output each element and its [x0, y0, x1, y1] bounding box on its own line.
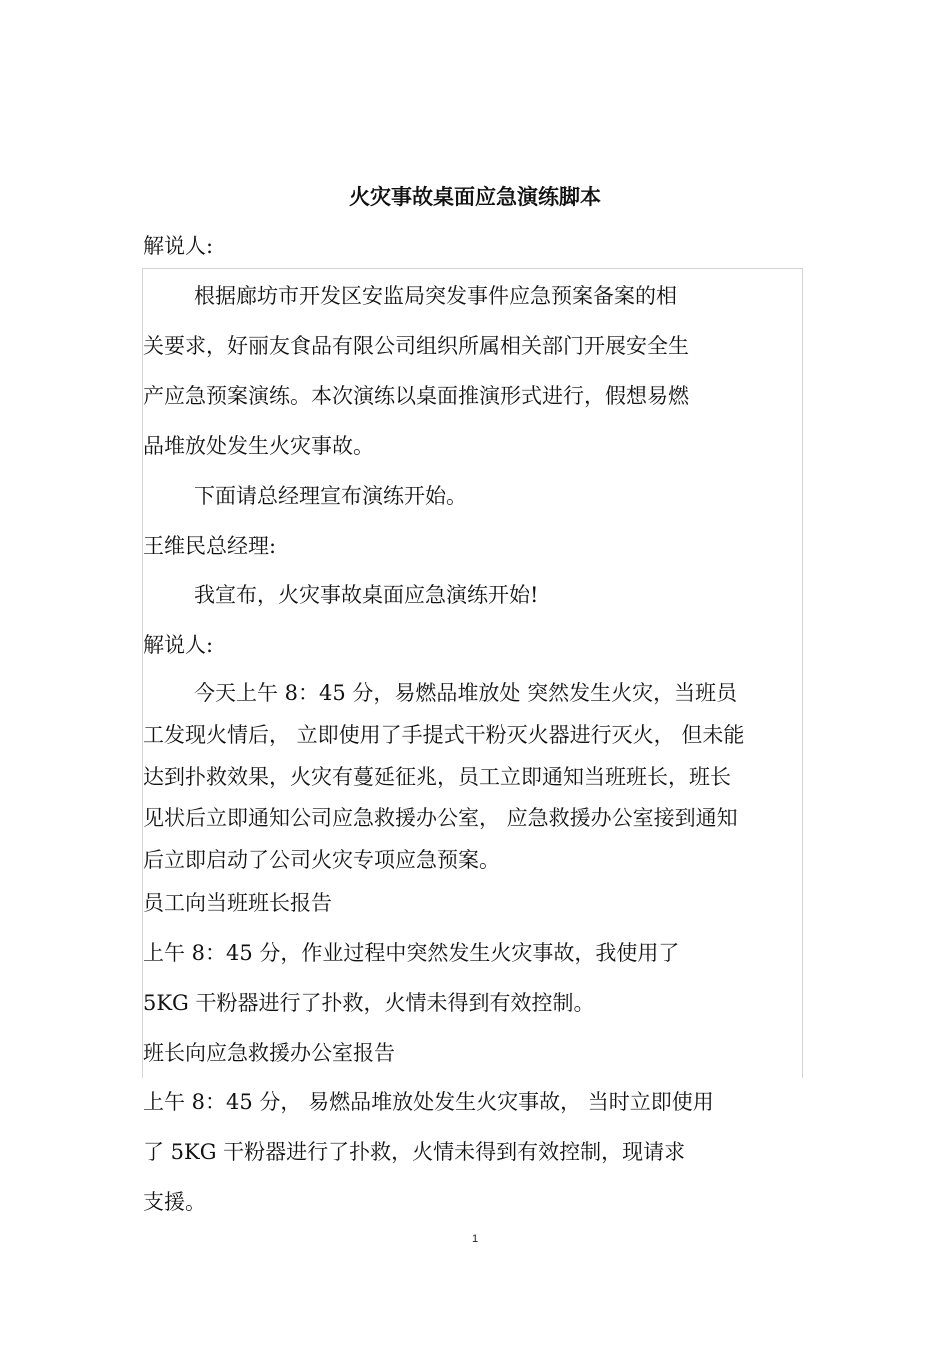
- paragraph-line: 产应急预案演练。本次演练以桌面推演形式进行，假想易燃: [143, 384, 689, 408]
- paragraph-line: 工发现火情后， 立即使用了手提式干粉灭火器进行灭火， 但未能: [143, 723, 745, 747]
- speaker-label: 解说人:: [143, 633, 214, 657]
- paragraph-line: 达到扑救效果，火灾有蔓延征兆，员工立即通知当班班长，班长: [143, 765, 731, 789]
- paragraph-line: 了 5KG 干粉器进行了扑救，火情未得到有效控制，现请求: [143, 1140, 686, 1164]
- page-number: 1: [471, 1233, 479, 1245]
- paragraph-line: 下面请总经理宣布演练开始。: [194, 484, 467, 508]
- paragraph-line: 今天上午 8：45 分，易燃品堆放处 突然发生火灾，当班员: [194, 681, 738, 705]
- paragraph-line: 根据廊坊市开发区安监局突发事件应急预案备案的相: [194, 284, 677, 308]
- speaker-label: 王维民总经理:: [143, 534, 277, 558]
- paragraph-line: 关要求，好丽友食品有限公司组织所属相关部门开展安全生: [143, 334, 689, 358]
- section-heading: 员工向当班班长报告: [143, 891, 332, 915]
- document-title: 火灾事故桌面应急演练脚本: [349, 184, 601, 209]
- paragraph-line: 我宣布，火灾事故桌面应急演练开始!: [194, 583, 539, 607]
- paragraph-line: 后立即启动了公司火灾专项应急预案。: [143, 848, 500, 872]
- section-heading: 班长向应急救援办公室报告: [143, 1041, 395, 1065]
- paragraph-line: 上午 8：45 分， 易燃品堆放处发生火灾事故， 当时立即使用: [143, 1090, 714, 1114]
- paragraph-line: 5KG 干粉器进行了扑救，火情未得到有效控制。: [143, 991, 595, 1015]
- paragraph-line: 品堆放处发生火灾事故。: [143, 434, 374, 458]
- paragraph-line: 支援。: [143, 1190, 206, 1214]
- paragraph-line: 上午 8：45 分，作业过程中突然发生火灾事故，我使用了: [143, 941, 680, 965]
- speaker-label: 解说人:: [143, 234, 214, 258]
- paragraph-line: 见状后立即通知公司应急救援办公室， 应急救援办公室接到通知: [143, 806, 738, 830]
